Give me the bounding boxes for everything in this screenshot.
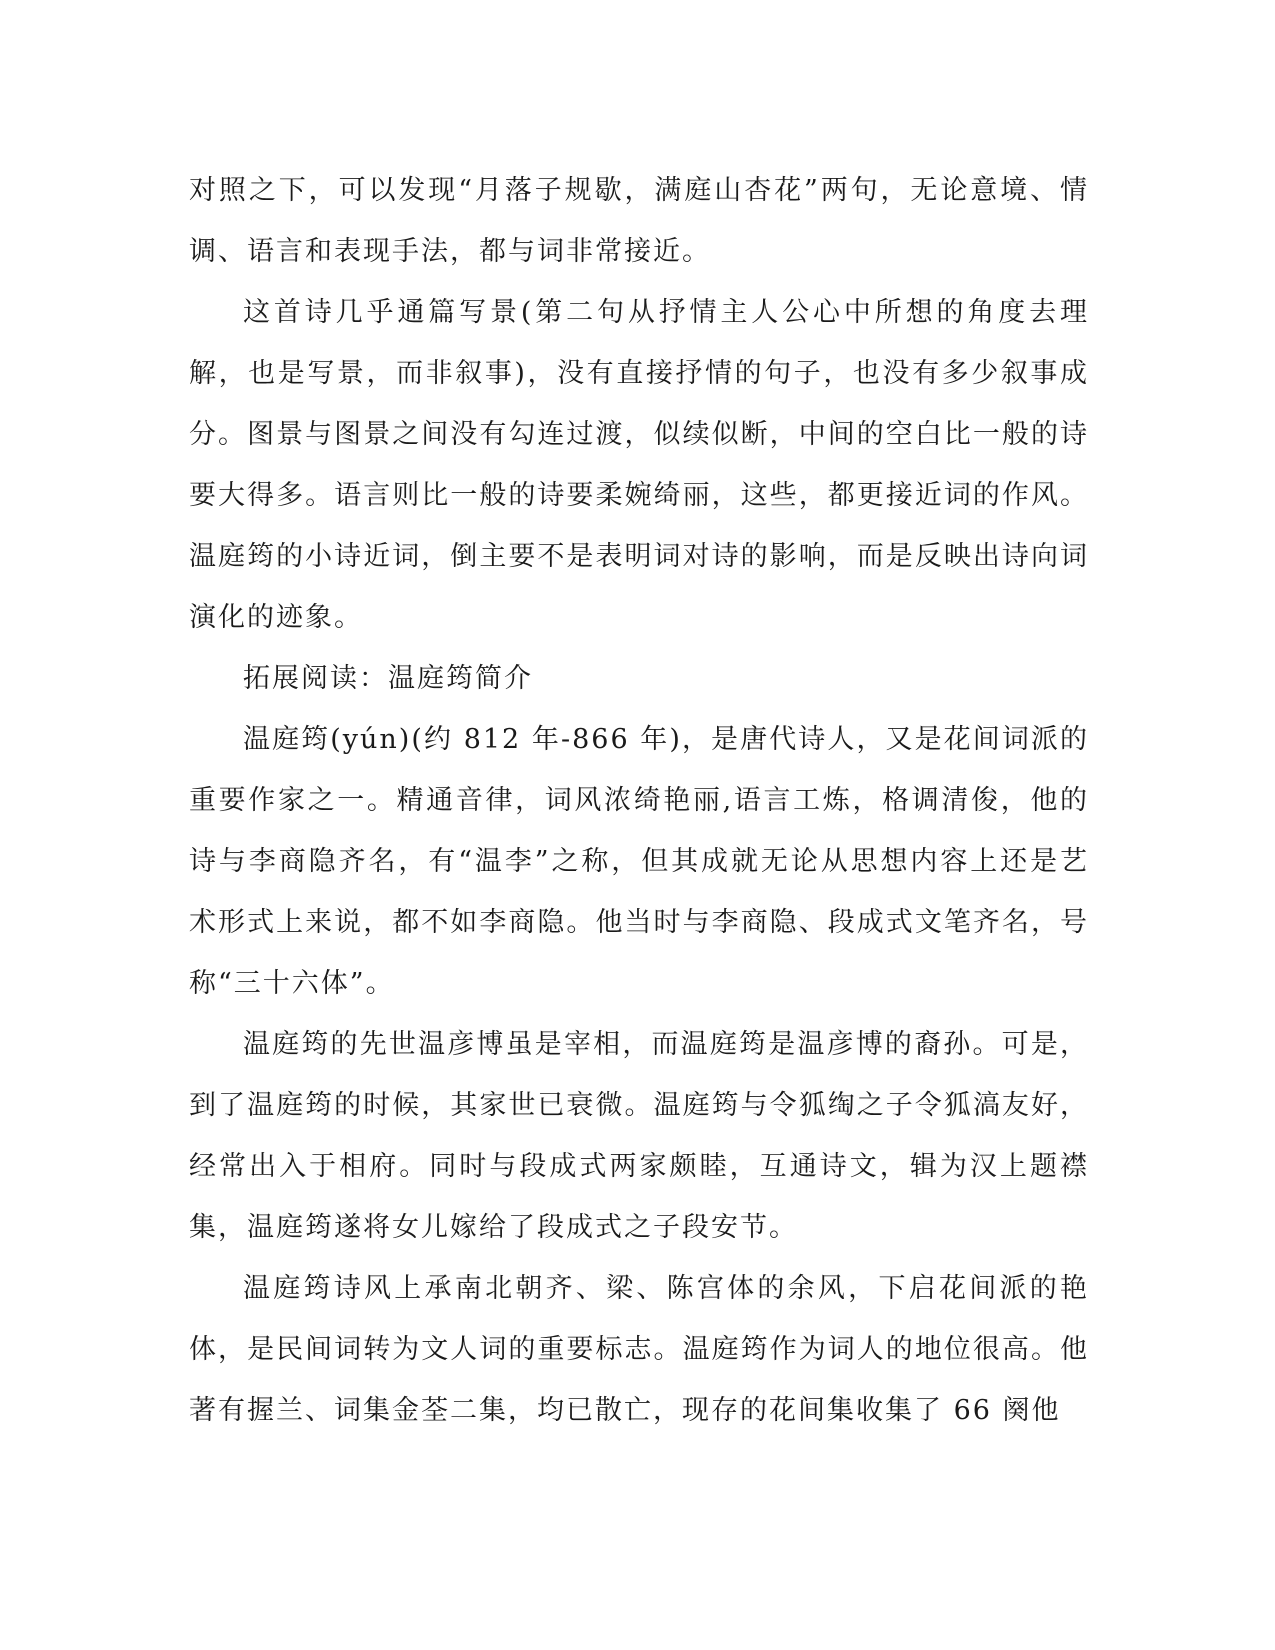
body-text bbox=[189, 160, 1089, 1441]
section-heading-extended-reading: 拓展阅读：温庭筠简介 bbox=[243, 663, 533, 694]
paragraph-poem-analysis: 这首诗几乎通篇写景(第二句从抒情主人公心中所想的角度去理解，也是写景，而非叙事)，没有直接抒情的句子，也没有多少叙事成分。图景与图景之间没有勾连过渡，似续似断，中间的空白比一般的诗要大得多。语言则比一般的诗要柔婉绮丽，这些，都更接近词的作风。温庭筠的小诗近词，倒主要不是表明词对诗的影响，而是反映出诗向词演化的迹象。 bbox=[189, 297, 1089, 633]
paragraph-poetic-style: 温庭筠诗风上承南北朝齐、梁、陈宫体的余风，下启花间派的艳体，是民间词转为文人词的重要标志。温庭筠作为词人的地位很高。他著有握兰、词集金荃二集，均已散亡，现存的花间集收集了 66 阕他 bbox=[189, 1273, 1089, 1426]
paragraph-family-background: 温庭筠的先世温彦博虽是宰相，而温庭筠是温彦博的裔孙。可是，到了温庭筠的时候，其家世已衰微。温庭筠与令狐绹之子令狐滈友好，经常出入于相府。同时与段成式两家颇睦，互通诗文，辑为汉上题襟集，温庭筠遂将女儿嫁给了段成式之子段安节。 bbox=[189, 1029, 1089, 1243]
paragraph-continuation: 对照之下，可以发现“月落子规歇，满庭山杏花”两句，无论意境、情调、语言和表现手法，都与词非常接近。 bbox=[189, 175, 1089, 267]
paragraph-biography-intro: 温庭筠(yún)(约 812 年-866 年)，是唐代诗人，又是花间词派的重要作家之一。精通音律，词风浓绮艳丽,语言工炼，格调清俊，他的诗与李商隐齐名，有“温李”之称，但其成就无论从思想内容上还是艺术形式上来说，都不如李商隐。他当时与李商隐、段成式文笔齐名，号称“三十六体”。 bbox=[189, 724, 1089, 999]
